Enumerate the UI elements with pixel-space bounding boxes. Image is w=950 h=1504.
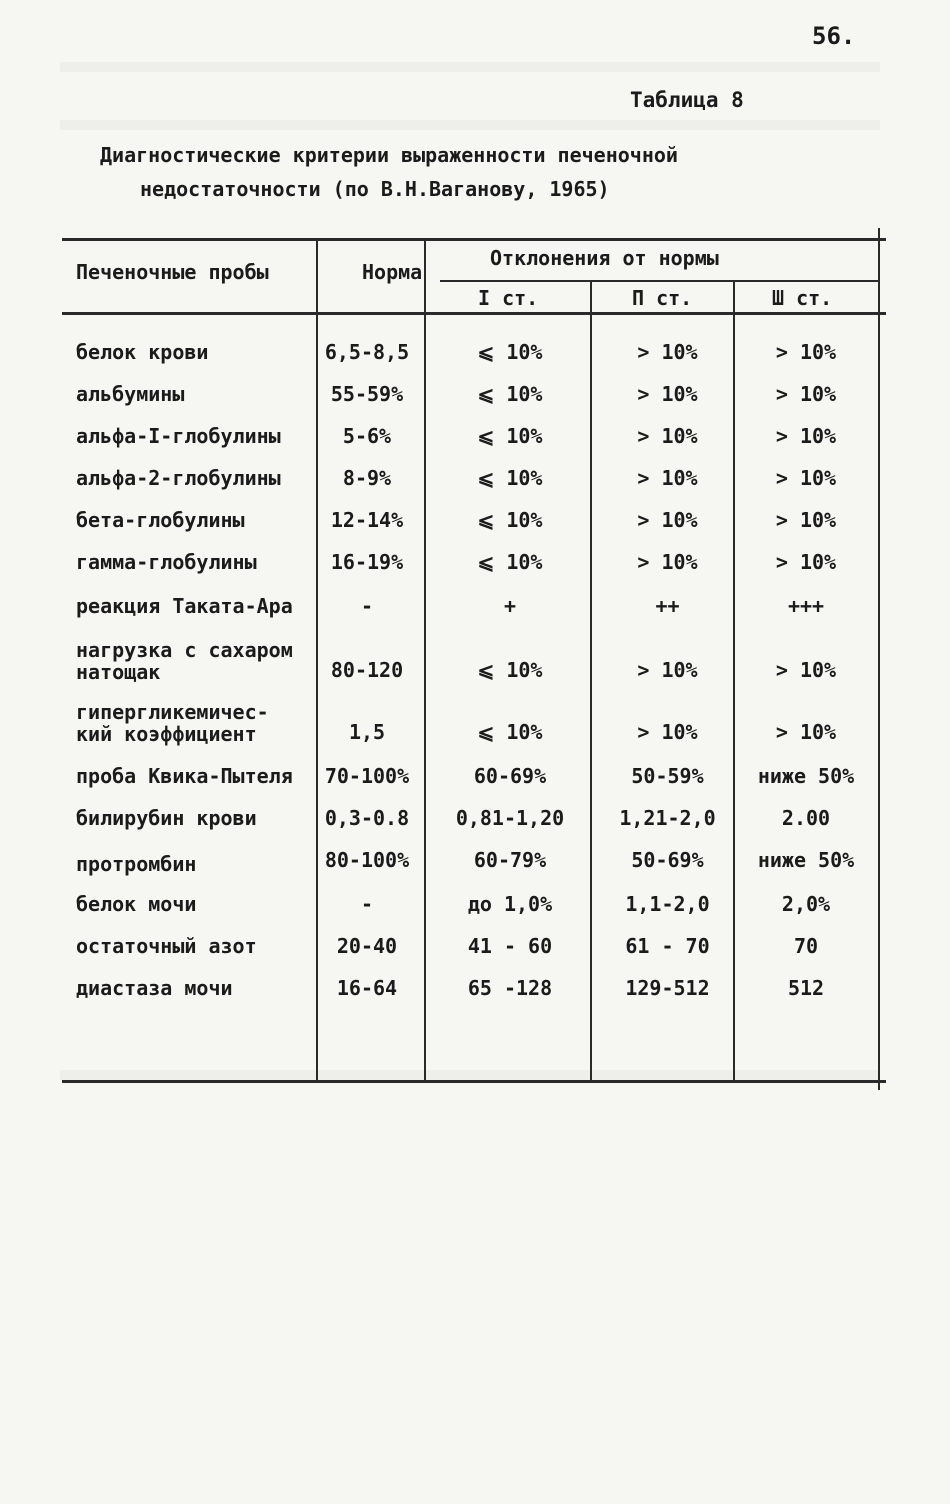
table-bottom-rule <box>62 1080 886 1083</box>
cell-test: белок мочи <box>76 892 197 916</box>
cell-degree-2: > 10% <box>637 720 698 744</box>
cell-degree-1: 0,81-1,20 <box>455 806 565 830</box>
cell-degree-1: ⩽ 10% <box>477 508 543 532</box>
cell-test: белок крови <box>76 340 209 364</box>
cell-test: остаточный азот <box>76 934 257 958</box>
cell-norm: 80-100% <box>324 848 410 872</box>
cell-test: билирубин крови <box>76 806 257 830</box>
cell-degree-1: ⩽ 10% <box>477 424 543 448</box>
cell-degree-3: > 10% <box>775 508 837 532</box>
cell-degree-2: 1,21-2,0 <box>619 806 716 830</box>
cell-degree-1: 60-69% <box>473 764 547 788</box>
table-top-rule <box>62 238 886 241</box>
cell-test: реакция Таката-Ара <box>76 594 293 618</box>
cell-degree-1: ⩽ 10% <box>477 658 543 682</box>
cell-degree-2: > 10% <box>637 508 698 532</box>
bleed-through <box>60 62 880 72</box>
cell-degree-2: 1,1-2,0 <box>625 892 710 916</box>
cell-degree-3: > 10% <box>775 340 837 364</box>
cell-degree-3: 2,0% <box>781 892 831 916</box>
cell-norm: - <box>360 594 374 618</box>
cell-norm: - <box>360 892 374 916</box>
header-degree-2: П ст. <box>632 286 693 310</box>
cell-degree-3: 512 <box>787 976 825 1000</box>
cell-degree-1: 41 - 60 <box>467 934 553 958</box>
cell-degree-3: > 10% <box>775 658 837 682</box>
cell-degree-1: 60-79% <box>473 848 547 872</box>
cell-norm: 16-19% <box>330 550 404 574</box>
title-line-2: недостаточности (по В.Н.Ваганову, 1965) <box>140 177 610 201</box>
cell-degree-2: > 10% <box>637 466 698 490</box>
cell-degree-3: 2.00 <box>781 806 831 830</box>
cell-degree-3: > 10% <box>775 550 837 574</box>
table-title <box>100 138 678 206</box>
cell-degree-2: > 10% <box>637 382 698 406</box>
header-degree-3: Ш ст. <box>772 286 833 310</box>
cell-degree-3: > 10% <box>775 720 837 744</box>
cell-degree-1: ⩽ 10% <box>477 382 543 406</box>
cell-norm: 5-6% <box>342 424 392 448</box>
page-number: 56. <box>812 22 856 50</box>
cell-test: альфа-I-глобулины <box>76 424 281 448</box>
cell-degree-3: 70 <box>793 934 819 958</box>
group-header-rule <box>440 280 880 282</box>
header-norm: Норма <box>362 260 423 284</box>
table-label: Таблица 8 <box>630 88 744 112</box>
header-degree-1: I ст. <box>478 286 539 310</box>
cell-degree-2: > 10% <box>637 550 698 574</box>
cell-test: альбумины <box>76 382 185 406</box>
cell-degree-2: > 10% <box>637 424 698 448</box>
cell-test: диастаза мочи <box>76 976 233 1000</box>
column-divider <box>424 238 426 1083</box>
cell-norm: 16-64 <box>336 976 398 1000</box>
cell-test: проба Квика-Пытеля <box>76 764 293 788</box>
header-deviations: Отклонения от нормы <box>490 246 719 270</box>
cell-norm: 0,3-0.8 <box>324 806 410 830</box>
cell-norm: 70-100% <box>324 764 410 788</box>
cell-test: альфа-2-глобулины <box>76 466 281 490</box>
cell-norm: 6,5-8,5 <box>324 340 410 364</box>
header-bottom-rule <box>62 312 886 315</box>
cell-degree-1: ⩽ 10% <box>477 720 543 744</box>
cell-norm: 1,5 <box>348 720 386 744</box>
bleed-through <box>60 120 880 130</box>
column-divider <box>878 228 880 1090</box>
cell-degree-1: ⩽ 10% <box>477 550 543 574</box>
cell-degree-2: > 10% <box>637 340 698 364</box>
cell-degree-2: 129-512 <box>625 976 710 1000</box>
cell-degree-2: ++ <box>655 594 680 618</box>
cell-test: гипергликемичес- <box>76 700 269 724</box>
cell-norm: 55-59% <box>330 382 404 406</box>
bleed-through <box>60 1070 880 1080</box>
cell-test: нагрузка с сахаром <box>76 638 293 662</box>
cell-degree-3: +++ <box>787 594 825 618</box>
cell-degree-2: > 10% <box>637 658 698 682</box>
cell-degree-1: + <box>503 594 517 618</box>
cell-norm: 20-40 <box>336 934 398 958</box>
cell-degree-3: ниже 50% <box>757 848 855 872</box>
cell-degree-3: > 10% <box>775 424 837 448</box>
cell-degree-2: 50-69% <box>631 848 704 872</box>
column-divider <box>590 280 592 1083</box>
cell-degree-3: ниже 50% <box>757 764 855 788</box>
cell-degree-1: ⩽ 10% <box>477 466 543 490</box>
cell-norm: 80-120 <box>330 658 404 682</box>
cell-norm: 12-14% <box>330 508 404 532</box>
cell-norm: 8-9% <box>342 466 392 490</box>
cell-test-continued: натощак <box>76 660 161 684</box>
title-line-1: Диагностические критерии выраженности печеночной <box>100 143 678 167</box>
cell-degree-3: > 10% <box>775 382 837 406</box>
cell-degree-1: ⩽ 10% <box>477 340 543 364</box>
cell-test: протромбин <box>76 852 197 876</box>
cell-degree-2: 61 - 70 <box>625 934 710 958</box>
cell-test: бета-глобулины <box>76 508 245 532</box>
cell-degree-1: до 1,0% <box>467 892 553 916</box>
header-tests: Печеночные пробы <box>76 260 269 284</box>
cell-degree-2: 50-59% <box>631 764 704 788</box>
cell-degree-1: 65 -128 <box>467 976 553 1000</box>
cell-degree-3: > 10% <box>775 466 837 490</box>
cell-test-continued: кий коэффициент <box>76 722 257 746</box>
cell-test: гамма-глобулины <box>76 550 257 574</box>
